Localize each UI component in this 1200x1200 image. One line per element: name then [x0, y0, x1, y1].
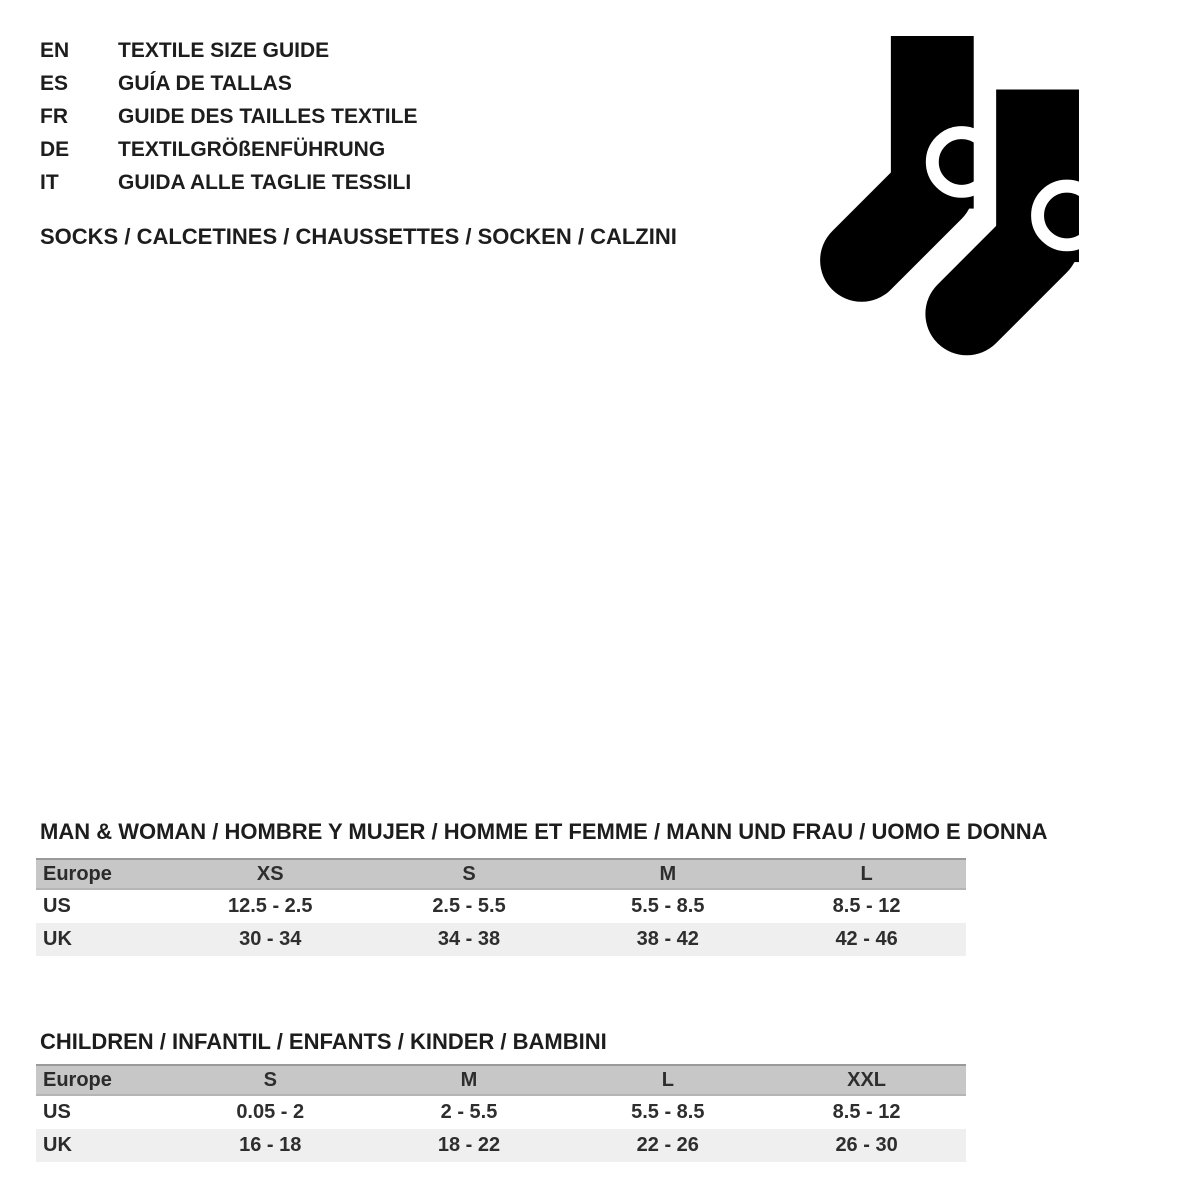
row-label: UK	[43, 1134, 72, 1156]
language-code: DE	[40, 138, 70, 161]
row-label: UK	[43, 928, 72, 950]
table-cell: 8.5 - 12	[832, 895, 901, 917]
table-cell: 12.5 - 2.5	[227, 895, 313, 917]
language-label: GUIDA ALLE TAGLIE TESSILI	[118, 171, 412, 194]
size-table-man-woman	[36, 858, 966, 956]
language-label: TEXTILGRÖßENFÜHRUNG	[118, 138, 386, 161]
column-header-size: M	[460, 1068, 478, 1091]
language-row-fr	[40, 100, 417, 133]
table-title-children: CHILDREN / INFANTIL / ENFANTS / KINDER / BAMBINI	[40, 1029, 607, 1054]
size-table-children	[36, 1064, 966, 1162]
row-label: US	[43, 1101, 71, 1123]
table-cell: 38 - 42	[636, 928, 699, 950]
language-code: FR	[40, 105, 68, 128]
socks-icon	[820, 36, 1105, 357]
row-label: US	[43, 895, 71, 917]
table-header-row	[36, 858, 966, 890]
language-legend	[40, 34, 417, 199]
table-row-us	[36, 1096, 966, 1129]
language-code: IT	[40, 171, 59, 194]
table-cell: 5.5 - 8.5	[631, 895, 705, 917]
column-header-europe: Europe	[43, 862, 112, 885]
column-header-size: S	[462, 862, 476, 885]
language-row-en	[40, 34, 417, 67]
column-header-size: M	[659, 862, 677, 885]
table-cell: 18 - 22	[437, 1134, 501, 1156]
table-cell: 2 - 5.5	[440, 1101, 498, 1123]
table-title-man-woman: MAN & WOMAN / HOMBRE Y MUJER / HOMME ET FEMME / MANN UND FRAU / UOMO E DONNA	[40, 819, 1048, 844]
table-cell: 42 - 46	[835, 928, 898, 950]
language-label: GUÍA DE TALLAS	[118, 72, 292, 95]
column-header-size: XXL	[847, 1068, 887, 1091]
table-cell: 8.5 - 12	[832, 1101, 901, 1123]
category-title: SOCKS / CALCETINES / CHAUSSETTES / SOCKEN / CALZINI	[40, 224, 677, 249]
column-header-size: S	[263, 1068, 277, 1091]
language-code: EN	[40, 39, 70, 62]
table-cell: 30 - 34	[239, 928, 302, 950]
table-cell: 2.5 - 5.5	[432, 895, 506, 917]
table-row-uk	[36, 1129, 966, 1162]
column-header-europe: Europe	[43, 1068, 112, 1091]
column-header-size: L	[661, 1068, 674, 1091]
table-cell: 34 - 38	[437, 928, 501, 950]
language-code: ES	[40, 72, 69, 95]
table-cell: 22 - 26	[636, 1134, 699, 1156]
table-cell: 26 - 30	[835, 1134, 898, 1156]
language-label: TEXTILE SIZE GUIDE	[118, 39, 330, 62]
table-row-us	[36, 890, 966, 923]
table-cell: 5.5 - 8.5	[631, 1101, 705, 1123]
language-row-de	[40, 133, 417, 166]
table-cell: 16 - 18	[239, 1134, 302, 1156]
language-label: GUIDE DES TAILLES TEXTILE	[118, 105, 418, 128]
column-header-size: L	[860, 862, 873, 885]
table-cell: 0.05 - 2	[236, 1101, 305, 1123]
language-row-it	[40, 166, 417, 199]
table-row-uk	[36, 923, 966, 956]
table-header-row	[36, 1064, 966, 1096]
column-header-size: XS	[256, 862, 284, 885]
language-row-es	[40, 67, 417, 100]
